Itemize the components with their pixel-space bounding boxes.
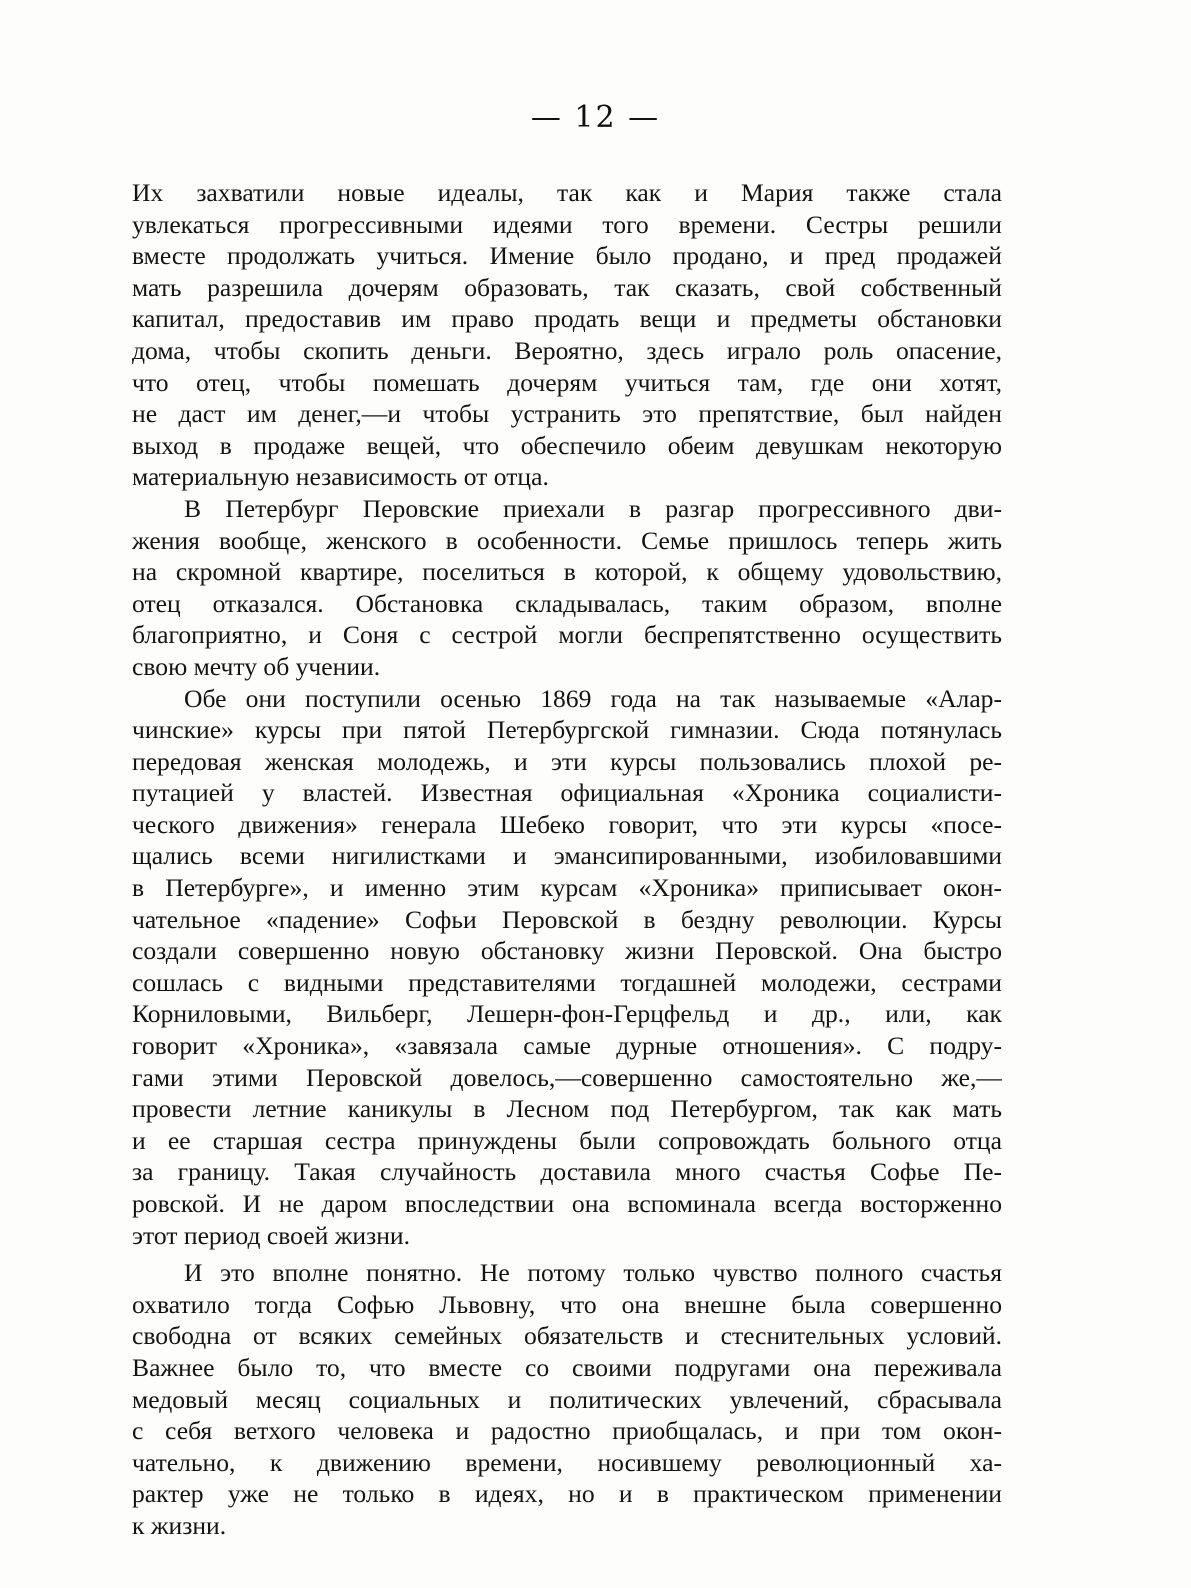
text-line: рактер уже не только в идеях, но и в практическом применении xyxy=(132,1479,1002,1509)
text-line: свободна от всяких семейных обязательств и стеснительных условий. xyxy=(132,1321,1002,1351)
paragraph-1 xyxy=(132,177,1002,493)
text-line: Их захватили новые идеалы, так как и Мария также стала xyxy=(132,178,1002,207)
text-line: Важнее было то, что вместе со своими подругами она переживала xyxy=(132,1352,1002,1382)
text-line: гами этими Перовской довелось,—совершенно самостоятельно же,— xyxy=(132,1062,1002,1092)
text-line: с себя ветхого человека и радостно приобщалась, и при том окон- xyxy=(132,1416,1002,1446)
text-line: жения вообще, женского в особенности. Семье пришлось теперь жить xyxy=(132,525,1002,555)
text-line: В Петербург Перовские приехали в разгар прогрессивного дви- xyxy=(184,493,1002,523)
text-line: отец отказался. Обстановка складывалась, таким образом, вполне xyxy=(132,588,1002,618)
text-line: на скромной квартире, поселиться в которой, к общему удовольствию, xyxy=(132,557,1002,587)
paragraph-2 xyxy=(132,493,1002,683)
text-line: ровской. И не даром впоследствии она вспоминала всегда восторженно xyxy=(132,1189,1002,1218)
text-line: Обе они поступили осенью 1869 года на так называемые «Алар- xyxy=(184,683,1002,713)
text-line: свою мечту об учении. xyxy=(132,651,381,681)
text-line: выход в продаже вещей, что обеспечило обеим девушкам некоторую xyxy=(132,430,1002,460)
body-text xyxy=(132,177,1002,1542)
text-line: И это вполне понятно. Не потому только чувство полного счастья xyxy=(184,1258,1002,1288)
text-line: чательное «падение» Софьи Перовской в бездну революции. Курсы xyxy=(132,904,1002,934)
text-line: этот период своей жизни. xyxy=(132,1220,411,1250)
text-line: в Петербурге», и именно этим курсам «Хроника» приписывает окон- xyxy=(132,873,1002,903)
text-line: за границу. Такая случайность доставила много счастья Софье Пе- xyxy=(132,1157,1002,1187)
paragraph-3 xyxy=(132,683,1002,1252)
text-line: щались всеми нигилистками и эмансипированными, изобиловавшими xyxy=(132,841,1002,871)
text-line: к жизни. xyxy=(132,1510,227,1540)
text-line: передовая женская молодежь, и эти курсы пользовались плохой ре- xyxy=(132,746,1002,776)
text-line: вместе продолжать учиться. Имение было продано, и пред продажей xyxy=(132,241,1002,271)
page-number: — 12 — xyxy=(530,100,661,135)
paragraph-4 xyxy=(132,1257,1002,1541)
text-line: благоприятно, и Соня с сестрой могли беспрепятственно осуществить xyxy=(132,620,1002,650)
text-line: дома, чтобы скопить деньги. Вероятно, здесь играло роль опасение, xyxy=(132,335,1002,365)
text-line: охватило тогда Софью Львовну, что она внешне была совершенно xyxy=(132,1289,1002,1319)
text-line: провести летние каникулы в Лесном под Петербургом, так как мать xyxy=(132,1094,1002,1124)
text-line: материальную независимость от отца. xyxy=(132,462,549,492)
text-line: создали совершенно новую обстановку жизни Перовской. Она быстро xyxy=(132,936,1002,966)
text-line: Корниловыми, Вильберг, Лешерн-фон-Герцфельд и др., или, как xyxy=(132,999,1002,1029)
text-line: капитал, предоставив им право продать вещи и предметы обстановки xyxy=(132,304,1002,334)
text-line: говорит «Хроника», «завязала самые дурные отношения». С подру- xyxy=(132,1031,1002,1061)
text-line: увлекаться прогрессивными идеями того времени. Сестры решили xyxy=(132,209,1002,239)
text-line: ческого движения» генерала Шебеко говорит, что эти курсы «посе- xyxy=(132,809,1002,839)
text-line: чательно, к движению времени, носившему революционный ха- xyxy=(132,1447,1002,1477)
text-line: мать разрешила дочерям образовать, так сказать, свой собственный xyxy=(132,272,1002,302)
text-line: и ее старшая сестра принуждены были сопровождать больного отца xyxy=(132,1125,1002,1155)
text-line: медовый месяц социальных и политических увлечений, сбрасывала xyxy=(132,1384,1002,1414)
text-line: путацией у властей. Известная официальная «Хроника социалисти- xyxy=(132,778,1002,808)
text-line: чинские» курсы при пятой Петербургской гимназии. Сюда потянулась xyxy=(132,715,1002,745)
text-line: сошлась с видными представителями тогдашней молодежи, сестрами xyxy=(132,967,1002,997)
text-line: не даст им денег,—и чтобы устранить это препятствие, был найден xyxy=(132,399,1002,429)
text-line: что отец, чтобы помешать дочерям учиться там, где они хотят, xyxy=(132,367,1002,397)
